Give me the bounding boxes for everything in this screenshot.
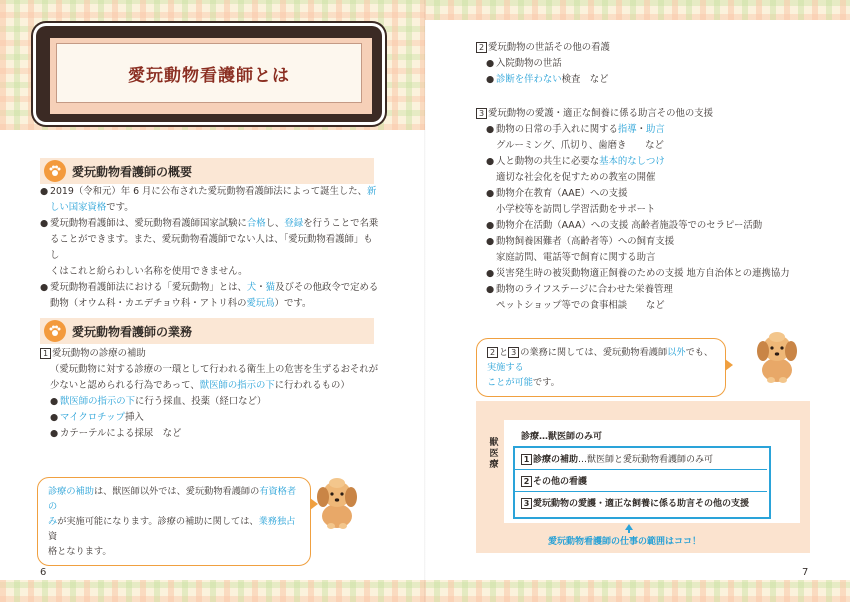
paw-icon [44,160,66,182]
list-item: ● 愛玩動物看護師は、愛玩動物看護師国家試験に合格し、登録を行うことで名乗 [40,218,379,229]
list-item: ● 動物介在教育（AAE）への支援 [486,188,628,199]
section-title: 愛玩動物看護師の概要 [72,164,193,179]
list-item: ● 入院動物の世話 [486,58,562,69]
arrow-stem [628,529,630,533]
list-item: ● 診断を伴わない検査 など [486,74,609,85]
list-item-detail: グルーミング、爪切り、歯磨き など [496,140,664,151]
dog-illustration [312,472,362,530]
section-heading-overview [40,158,374,184]
list-item-detail: 家庭訪問、電話等で飼育に関する助言 [496,252,656,263]
diagram-divider [515,491,767,492]
page-number-left: 6 [40,567,47,578]
diagram-caption: 愛玩動物看護師の仕事の範囲はココ！ [548,537,702,547]
section-title: 愛玩動物看護師の業務 [72,324,193,339]
list-item: ● 動物介在活動（AAA）への支援 高齢者施設等でのセラピー活動 [486,220,763,231]
list-item: ● 愛玩動物看護師法における「愛玩動物」とは、犬・猫及びその他政令で定める [40,282,379,293]
list-item: ● 2019（令和元）年 6 月に公布された愛玩動物看護師法によって誕生した、新 [40,186,377,197]
duties-content [40,346,385,442]
list-item: ● 災害発生時の被災動物適正飼養のための支援 地方自治体との連携協力 [486,268,790,279]
list-item: ● 動物のライフステージに合わせた栄養管理 [486,284,673,295]
list-item-continuation: ることができます。また、愛玩動物看護師でない人は、「愛玩動物看護師」もし [50,234,373,261]
page-gutter [424,0,426,602]
support-section [476,106,826,314]
page-title: 愛玩動物看護師とは [128,65,290,86]
list-item: ● 動物の日常の手入れに関する指導・助言 [486,124,665,135]
item-description: 少ないと認められる行為であって、獣医師の指示の下に行われるもの） [50,380,350,391]
list-item-detail: 適切な社会化を促すための教室の開催 [496,172,656,183]
list-item-continuation: しい国家資格です。 [50,202,134,213]
diagram-divider [515,469,767,470]
list-item-continuation: 動物（オウム科・カエデチョウ科・アトリ科の愛玩鳥）です。 [50,298,312,309]
diagram-row-2: 2 その他の看護 [521,474,587,487]
paw-icon [44,320,66,342]
overview-bullets [40,184,380,312]
dog-illustration [752,326,802,384]
item-heading: 2 愛玩動物の世話その他の看護 [476,40,816,56]
list-item-continuation: くはこれと紛らわしい名称を使用できません。 [50,266,248,277]
item-description: （愛玩動物に対する診療の一環として行われる衛生上の危害を生ずるおそれが [50,364,379,375]
diagram-row-3: 3 愛玩動物の愛護・適正な飼養に係る助言その他の支援 [521,496,749,509]
title-panel [56,43,362,103]
list-item: ● 獣医師の指示の下に行う採血、投薬（経口など） [50,396,267,407]
list-item: ● 人と動物の共生に必要な基本的なしつけ [486,156,665,167]
page-number-right: 7 [802,567,809,578]
list-item: ● 動物飼養困難者（高齢者等）への飼育支援 [486,236,675,247]
list-item-detail: 小学校等を訪問し学習活動をサポート [496,204,656,215]
diagram-top-line: 診療…獣医師のみ可 [521,432,603,442]
section-heading-duties [40,318,374,344]
callout-note-right: 2 と 3 の業務に関しては、愛玩動物看護師以外でも、実施する ことが可能です。 [476,338,726,397]
list-item-detail: ペットショップ等での食事相談 など [496,300,665,311]
care-section [476,40,816,88]
item-heading: 3 愛玩動物の愛護・適正な飼養に係る助言その他の支援 [476,106,826,122]
diagram-row-1: 1 診療の補助…獣医師と愛玩動物看護師のみ可 [521,452,713,465]
callout-note-left: 診療の補助は、獣医師以外では、愛玩動物看護師の有資格者の みが実施可能になります。診療の補助に関しては、業務独占資 格となります。 [37,477,311,566]
list-item: ● カテーテルによる採尿 など [50,428,182,439]
list-item: ● マイクロチップ挿入 [50,412,144,423]
veterinary-medicine-label: 獣医療 [489,438,499,470]
item-heading: 1 愛玩動物の診療の補助 [40,346,385,362]
